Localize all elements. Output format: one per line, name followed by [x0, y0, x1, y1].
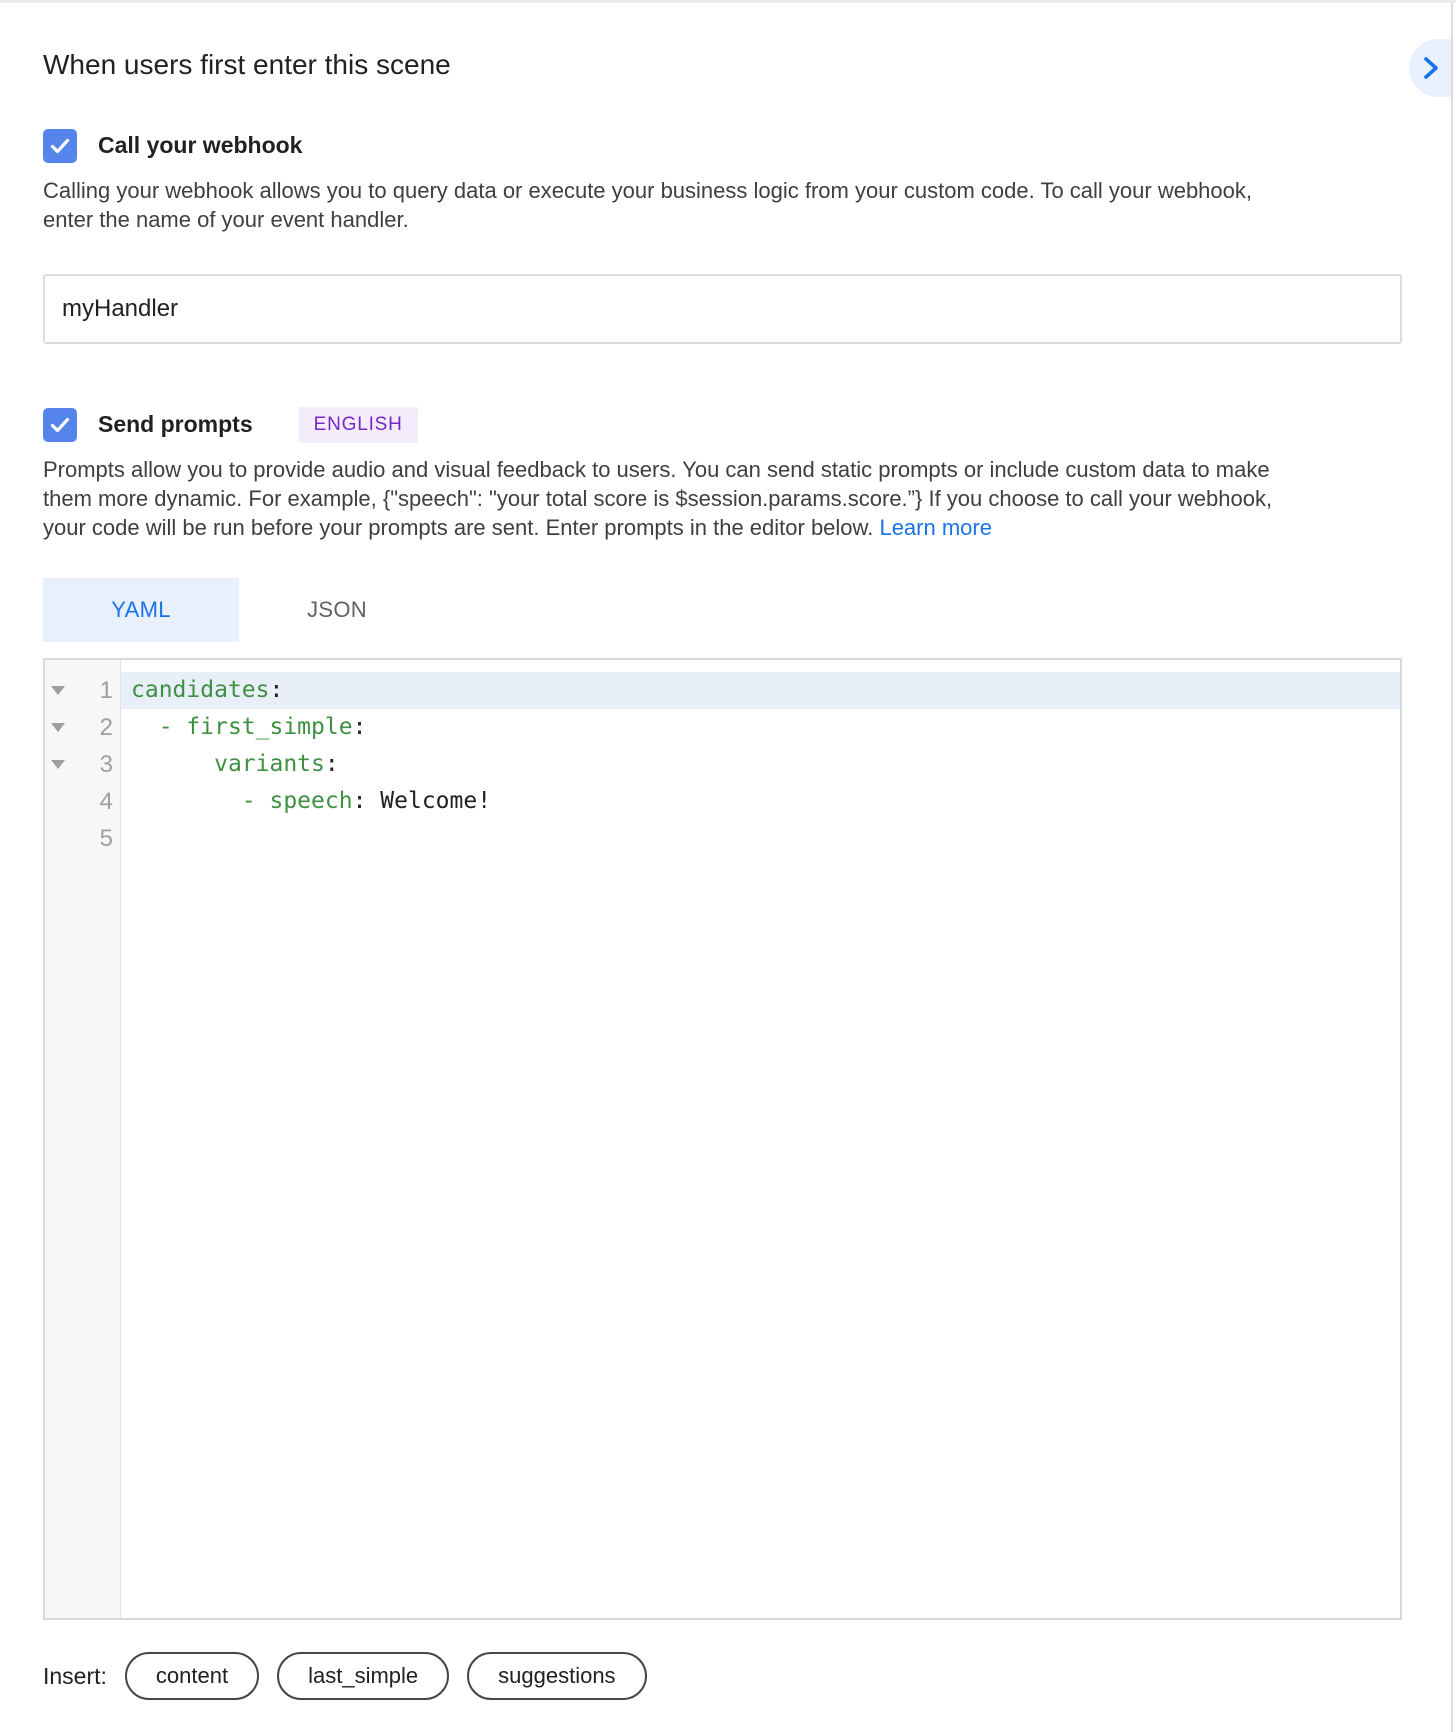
code-line[interactable]: [121, 820, 1400, 857]
gutter-row: [45, 672, 120, 709]
line-number: 3: [99, 750, 113, 778]
call-webhook-label: Call your webhook: [98, 132, 303, 158]
insert-label: Insert:: [43, 1662, 107, 1689]
insert-chip-suggestions[interactable]: suggestions: [467, 1652, 646, 1700]
gutter-row: [45, 820, 120, 857]
line-number: 1: [99, 676, 113, 704]
language-badge: ENGLISH: [299, 407, 418, 443]
checkmark-icon: [48, 134, 72, 158]
chevron-right-icon: [1416, 54, 1444, 82]
code-line[interactable]: - speech: Welcome!: [241, 788, 492, 814]
code-line[interactable]: variants:: [214, 751, 339, 777]
call-webhook-checkbox[interactable]: [43, 129, 77, 163]
gutter-row: [45, 709, 120, 746]
fold-toggle-icon[interactable]: [51, 760, 65, 769]
learn-more-link[interactable]: Learn more: [879, 515, 992, 540]
gutter-row: [45, 746, 120, 783]
fold-toggle-icon[interactable]: [51, 686, 65, 695]
call-webhook-row: [43, 128, 1402, 163]
send-prompts-label: Send prompts: [98, 411, 253, 437]
prompts-description: [43, 455, 1293, 542]
gutter-row: [45, 783, 120, 820]
event-handler-input[interactable]: [43, 274, 1402, 344]
panel-right-border: [1451, 3, 1453, 1732]
prompt-editor: [43, 658, 1402, 1620]
line-number: 4: [99, 787, 113, 815]
editor-code[interactable]: [121, 660, 1400, 1618]
panel-top-border: [0, 0, 1456, 3]
fold-toggle-icon[interactable]: [51, 723, 65, 732]
checkmark-icon: [48, 413, 72, 437]
editor-format-tabs: [43, 578, 1402, 642]
send-prompts-checkbox[interactable]: [43, 408, 77, 442]
send-prompts-row: [43, 407, 1402, 442]
insert-row: [43, 1652, 1402, 1700]
tab-json[interactable]: JSON: [307, 597, 367, 622]
tab-yaml[interactable]: YAML: [43, 578, 239, 642]
line-number: 2: [99, 713, 113, 741]
editor-gutter: [45, 660, 121, 1618]
insert-chip-last_simple[interactable]: last_simple: [277, 1652, 449, 1700]
code-line[interactable]: candidates:: [121, 672, 1400, 709]
prompts-description-text: Prompts allow you to provide audio and visual feedback to users. You can send static prompts or include custom data to make them more dynamic. For example, {"speech": "your total score is $session.params.score.”} If you choose to call your webhook, your code will be run before your prompts are sent. Enter prompts in the editor below.: [43, 457, 1273, 540]
insert-chip-content[interactable]: content: [125, 1652, 259, 1700]
page-title: When users first enter this scene: [43, 49, 451, 80]
code-line[interactable]: - first_simple:: [158, 714, 367, 740]
line-number: 5: [99, 824, 113, 852]
webhook-description: Calling your webhook allows you to query data or execute your business logic from your custom code. To call your webhook, enter the name of your event handler.: [43, 178, 1253, 232]
